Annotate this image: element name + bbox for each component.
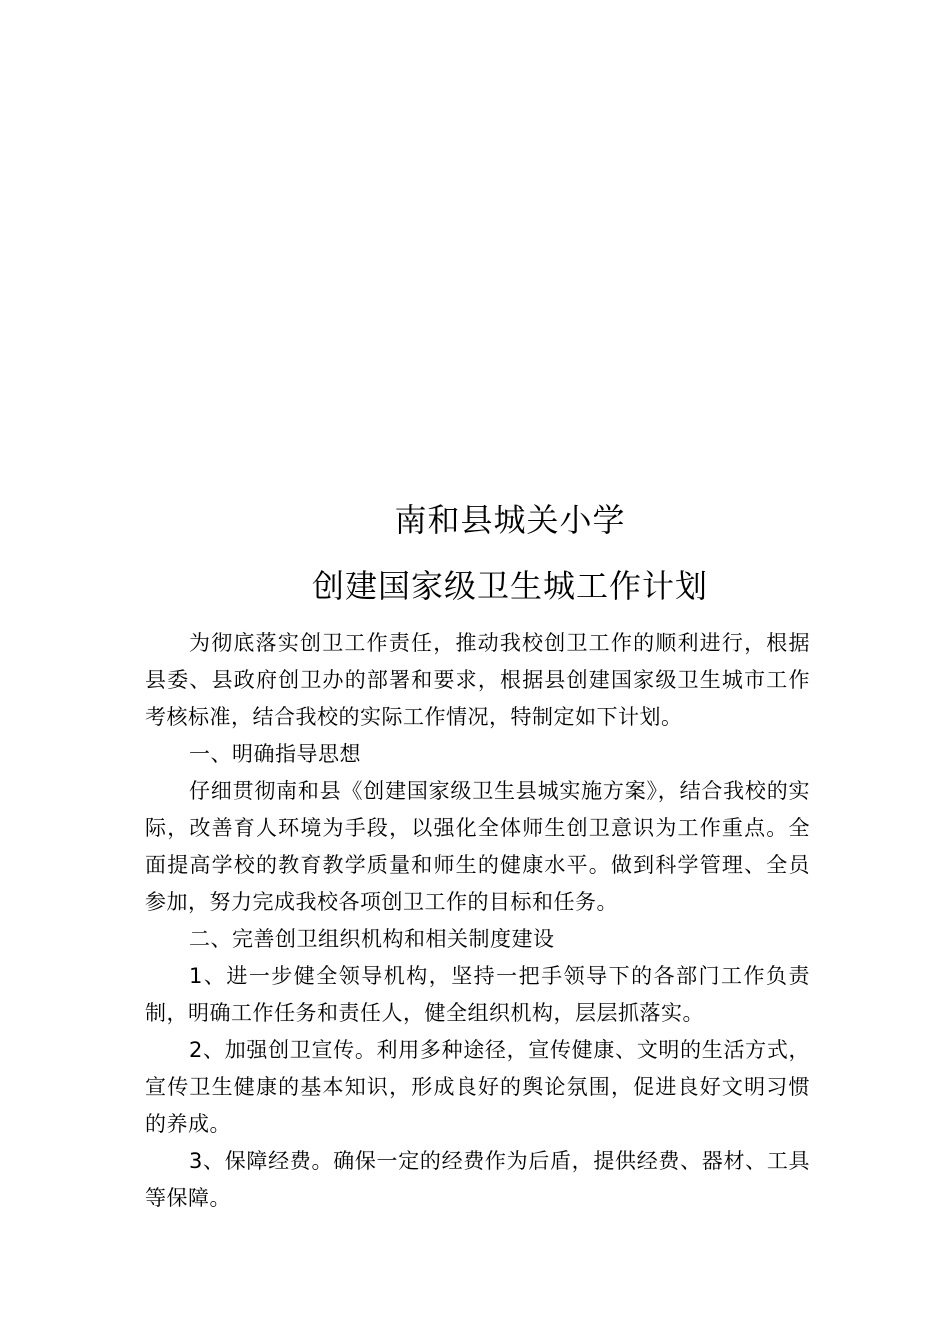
document-title-line2: 创建国家级卫生城工作计划 <box>311 567 708 605</box>
paragraph-intro: 为彻底落实创卫工作责任，推动我校创卫工作的顺利进行，根据县委、县政府创卫办的部署和要求，根据县创建国家级卫生城市工作考核标准，结合我校的实际工作情况，特制定如下计划。 <box>145 631 810 729</box>
section-heading-2: 二、完善创卫组织机构和相关制度建设 <box>189 927 555 951</box>
paragraph-item-1: 1、进一步健全领导机构，坚持一把手领导下的各部门工作负责制，明确工作任务和责任人，健全组织机构，层层抓落实。 <box>145 964 810 1025</box>
paragraph-item-3: 3、保障经费。确保一定的经费作为后盾，提供经费、器材、工具等保障。 <box>145 1149 810 1210</box>
paragraph-item-2: 2、加强创卫宣传。利用多种途径，宣传健康、文明的生活方式，宣传卫生健康的基本知识，形成良好的舆论氛围，促进良好文明习惯的养成。 <box>145 1038 810 1136</box>
section-heading-1: 一、明确指导思想 <box>189 742 361 766</box>
document-title-line1: 南和县城关小学 <box>394 501 626 539</box>
document-body <box>145 625 810 1217</box>
paragraph-guiding-thought: 仔细贯彻南和县《创建国家级卫生县城实施方案》，结合我校的实际，改善育人环境为手段，以强化全体师生创卫意识为工作重点。全面提高学校的教育教学质量和师生的健康水平。做到科学管理、全员参加，努力完成我校各项创卫工作的目标和任务。 <box>145 779 810 914</box>
